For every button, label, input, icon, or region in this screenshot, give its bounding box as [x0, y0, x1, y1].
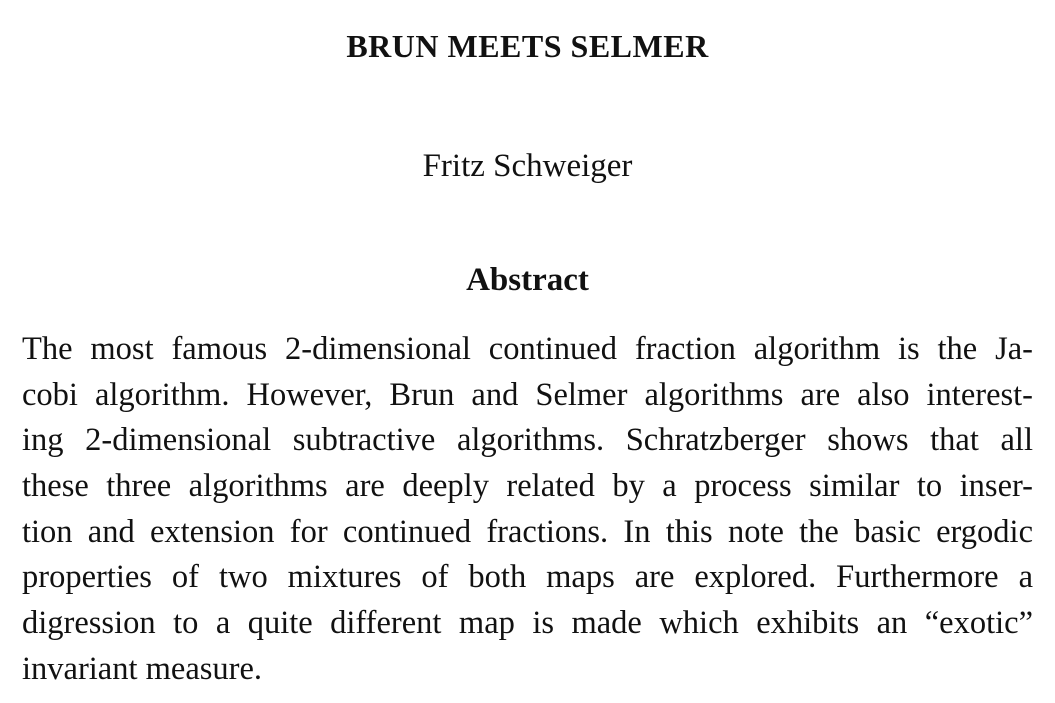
abstract-line: ing 2-dimensional subtractive algorithms. Schratzberger shows that all	[22, 422, 1033, 459]
paper-title: BRUN MEETS SELMER	[346, 28, 709, 64]
abstract-body	[22, 329, 1033, 695]
abstract-line: these three algorithms are deeply related by a process similar to inser-	[22, 468, 1033, 505]
abstract-line: properties of two mixtures of both maps are explored. Furthermore a	[22, 559, 1033, 596]
abstract-line: digression to a quite different map is made which exhibits an “exotic”	[22, 605, 1033, 642]
abstract-line: The most famous 2-dimensional continued fraction algorithm is the Ja-	[22, 331, 1033, 367]
abstract-line: invariant measure.	[22, 650, 263, 687]
abstract-line: tion and extension for continued fractions. In this note the basic ergodic	[22, 513, 1033, 550]
author-name: Fritz Schweiger	[422, 148, 633, 184]
abstract-line: cobi algorithm. However, Brun and Selmer algorithms are also interest-	[22, 376, 1033, 413]
abstract-heading: Abstract	[466, 262, 589, 298]
